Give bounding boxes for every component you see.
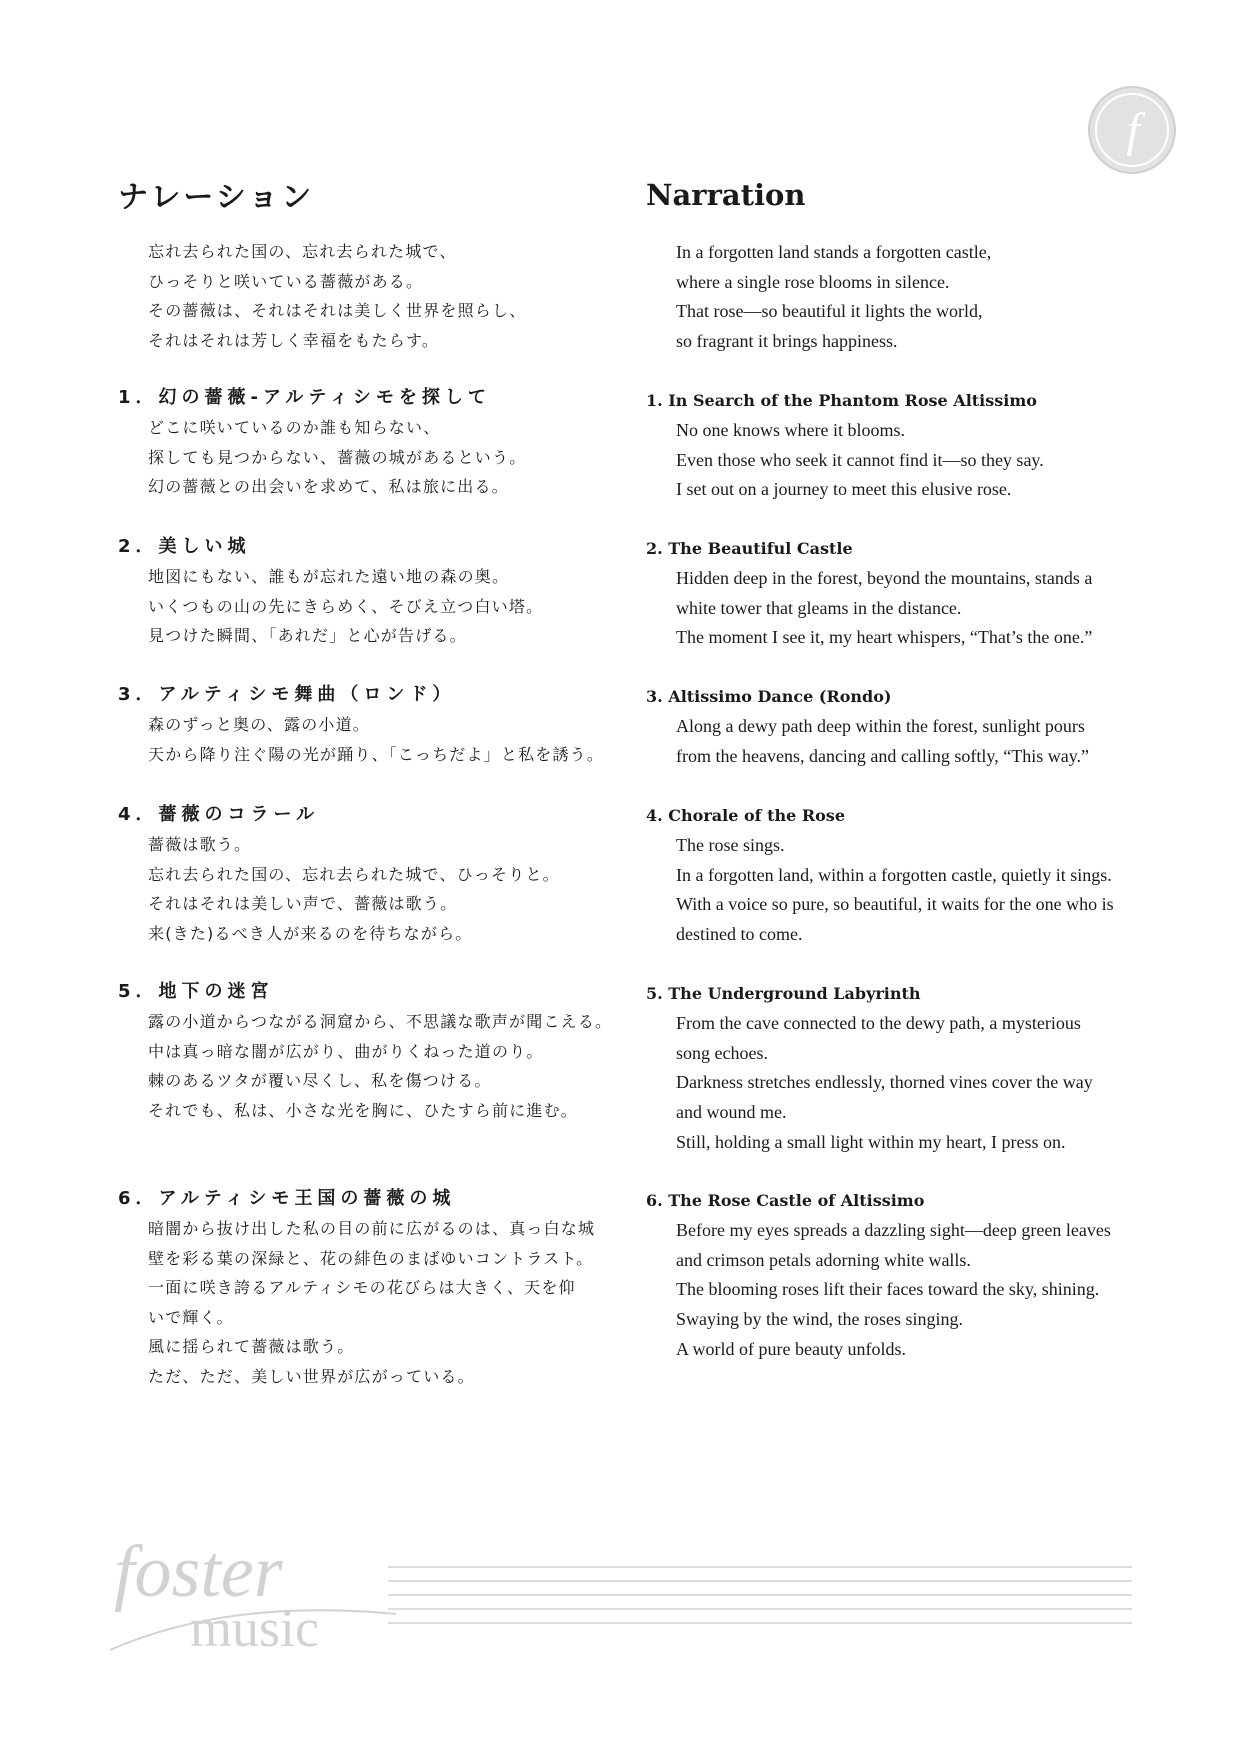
page-title-en: Narration bbox=[646, 178, 806, 212]
section-heading: 2. The Beautiful Castle bbox=[646, 539, 853, 558]
section-line: 森のずっと奥の、露の小道。 bbox=[148, 715, 371, 734]
section-line: 探しても見つからない、薔薇の城があるという。 bbox=[148, 447, 527, 467]
section-line: 見つけた瞬間、「あれだ」と心が告げる。 bbox=[148, 626, 467, 645]
staff-line bbox=[388, 1566, 1132, 1568]
section-6-jp bbox=[118, 1184, 618, 1391]
music-staff-lines bbox=[388, 1566, 1132, 1626]
section-line: The blooming roses lift their faces toward the sky, shining. bbox=[676, 1279, 1100, 1300]
section-line: white tower that gleams in the distance. bbox=[676, 597, 962, 618]
section-heading: 2．美しい城 bbox=[118, 536, 251, 557]
intro-en bbox=[646, 238, 1132, 357]
section-heading: 4．薔薇のコラール bbox=[118, 804, 320, 825]
section-line: 来(きた)るべき人が来るのを待ちながら。 bbox=[148, 923, 473, 943]
section-1-jp bbox=[118, 383, 618, 502]
section-line: 壁を彩る葉の深緑と、花の緋色のまばゆいコントラスト。 bbox=[148, 1248, 594, 1268]
section-heading: 1. In Search of the Phantom Rose Altissimo bbox=[646, 391, 1037, 410]
section-heading: 4. Chorale of the Rose bbox=[646, 806, 845, 825]
section-line: From the cave connected to the dewy path, a mysterious bbox=[676, 1013, 1081, 1033]
section-line: Hidden deep in the forest, beyond the mountains, stands a bbox=[676, 568, 1093, 588]
logo-word-music: music bbox=[190, 1598, 319, 1658]
section-line: ただ、ただ、美しい世界が広がっている。 bbox=[148, 1366, 475, 1386]
section-line: song echoes. bbox=[676, 1042, 768, 1063]
section-line: The moment I see it, my heart whispers, “That’s the one.” bbox=[676, 627, 1093, 648]
logo-word-foster: foster bbox=[114, 1531, 283, 1613]
section-line: Even those who seek it cannot find it—so they say. bbox=[676, 449, 1044, 470]
emblem-glyph: f bbox=[1126, 104, 1140, 157]
intro-line: so fragrant it brings happiness. bbox=[676, 331, 898, 352]
intro-line: In a forgotten land stands a forgotten castle, bbox=[676, 242, 992, 262]
section-line: 忘れ去られた国の、忘れ去られた城で、ひっそりと。 bbox=[148, 864, 560, 884]
section-line: それでも、私は、小さな光を胸に、ひたすら前に進む。 bbox=[148, 1100, 579, 1120]
section-line: 中は真っ暗な闇が広がり、曲がりくねった道のり。 bbox=[148, 1041, 544, 1061]
section-line: Swaying by the wind, the roses singing. bbox=[676, 1309, 963, 1330]
intro-line: 忘れ去られた国の、忘れ去られた城で、 bbox=[148, 242, 457, 261]
section-line: それはそれは美しい声で、薔薇は歌う。 bbox=[148, 894, 458, 913]
section-line: 棘のあるツタが覆い尽くし、私を傷つける。 bbox=[148, 1071, 492, 1090]
section-line: No one knows where it blooms. bbox=[676, 420, 905, 440]
section-2-en bbox=[646, 534, 1132, 653]
section-line: 暗闇から抜け出した私の目の前に広がるのは、真っ白な城 bbox=[148, 1219, 596, 1238]
section-6-en bbox=[646, 1186, 1132, 1365]
section-heading: 1．幻の薔薇-アルティシモを探して bbox=[118, 387, 491, 408]
intro-line: その薔薇は、それはそれは美しく世界を照らし、 bbox=[148, 301, 527, 320]
section-line: どこに咲いているのか誰も知らない、 bbox=[148, 418, 441, 437]
staff-line bbox=[388, 1622, 1132, 1624]
section-heading: 3．アルティシモ舞曲（ロンド） bbox=[118, 684, 456, 705]
section-line: and wound me. bbox=[676, 1102, 787, 1123]
intro-line: That rose—so beautiful it lights the world, bbox=[676, 301, 983, 322]
section-line: Before my eyes spreads a dazzling sight—deep green leaves bbox=[676, 1220, 1111, 1240]
foster-logo-emblem-icon bbox=[1086, 84, 1178, 176]
intro-line: ひっそりと咲いている薔薇がある。 bbox=[148, 271, 424, 291]
section-line: destined to come. bbox=[676, 924, 803, 945]
section-line: The rose sings. bbox=[676, 835, 785, 855]
section-line: I set out on a journey to meet this elusive rose. bbox=[676, 479, 1012, 500]
section-line: 風に揺られて薔薇は歌う。 bbox=[148, 1337, 355, 1356]
foster-music-logo bbox=[108, 1528, 398, 1658]
section-heading: 5. The Underground Labyrinth bbox=[646, 984, 921, 1003]
section-3-en bbox=[646, 682, 1132, 771]
section-heading: 5．地下の迷宮 bbox=[118, 981, 274, 1002]
intro-line: それはそれは芳しく幸福をもたらす。 bbox=[148, 330, 440, 350]
section-line: Along a dewy path deep within the forest, sunlight pours bbox=[676, 716, 1085, 736]
section-line: 薔薇は歌う。 bbox=[148, 835, 252, 854]
section-2-jp bbox=[118, 532, 618, 651]
section-line: 天から降り注ぐ陽の光が踊り、「こっちだよ」と私を誘う。 bbox=[148, 744, 605, 764]
staff-line bbox=[388, 1608, 1132, 1610]
section-heading: 6. The Rose Castle of Altissimo bbox=[646, 1191, 925, 1210]
section-5-jp bbox=[118, 977, 618, 1125]
section-line: from the heavens, dancing and calling softly, “This way.” bbox=[676, 745, 1090, 766]
section-line: いで輝く。 bbox=[148, 1307, 234, 1327]
section-line: A world of pure beauty unfolds. bbox=[676, 1338, 906, 1359]
section-5-en bbox=[646, 979, 1132, 1158]
section-1-en bbox=[646, 386, 1132, 505]
section-3-jp bbox=[118, 680, 618, 769]
staff-line bbox=[388, 1580, 1132, 1582]
section-line: いくつもの山の先にきらめく、そびえ立つ白い塔。 bbox=[148, 596, 544, 616]
section-heading: 3. Altissimo Dance (Rondo) bbox=[646, 687, 892, 706]
staff-line bbox=[388, 1594, 1132, 1596]
section-line: and crimson petals adorning white walls. bbox=[676, 1249, 971, 1270]
section-line: 地図にもない、誰もが忘れた遠い地の森の奥。 bbox=[148, 567, 510, 586]
section-line: In a forgotten land, within a forgotten castle, quietly it sings. bbox=[676, 864, 1112, 885]
intro-line: where a single rose blooms in silence. bbox=[676, 271, 950, 292]
section-line: Darkness stretches endlessly, thorned vines cover the way bbox=[676, 1072, 1093, 1093]
intro-jp bbox=[118, 237, 618, 355]
section-line: With a voice so pure, so beautiful, it waits for the one who is bbox=[676, 894, 1114, 915]
section-4-en bbox=[646, 801, 1132, 950]
section-4-jp bbox=[118, 800, 618, 948]
section-heading: 6．アルティシモ王国の薔薇の城 bbox=[118, 1188, 456, 1209]
page-title-jp: ナレーション bbox=[118, 180, 315, 215]
section-line: 一面に咲き誇るアルティシモの花びらは大きく、天を仰 bbox=[148, 1278, 576, 1297]
section-line: 露の小道からつながる洞窟から、不思議な歌声が聞こえる。 bbox=[148, 1012, 613, 1031]
section-line: Still, holding a small light within my heart, I press on. bbox=[676, 1131, 1066, 1152]
section-line: 幻の薔薇との出会いを求めて、私は旅に出る。 bbox=[148, 477, 509, 496]
